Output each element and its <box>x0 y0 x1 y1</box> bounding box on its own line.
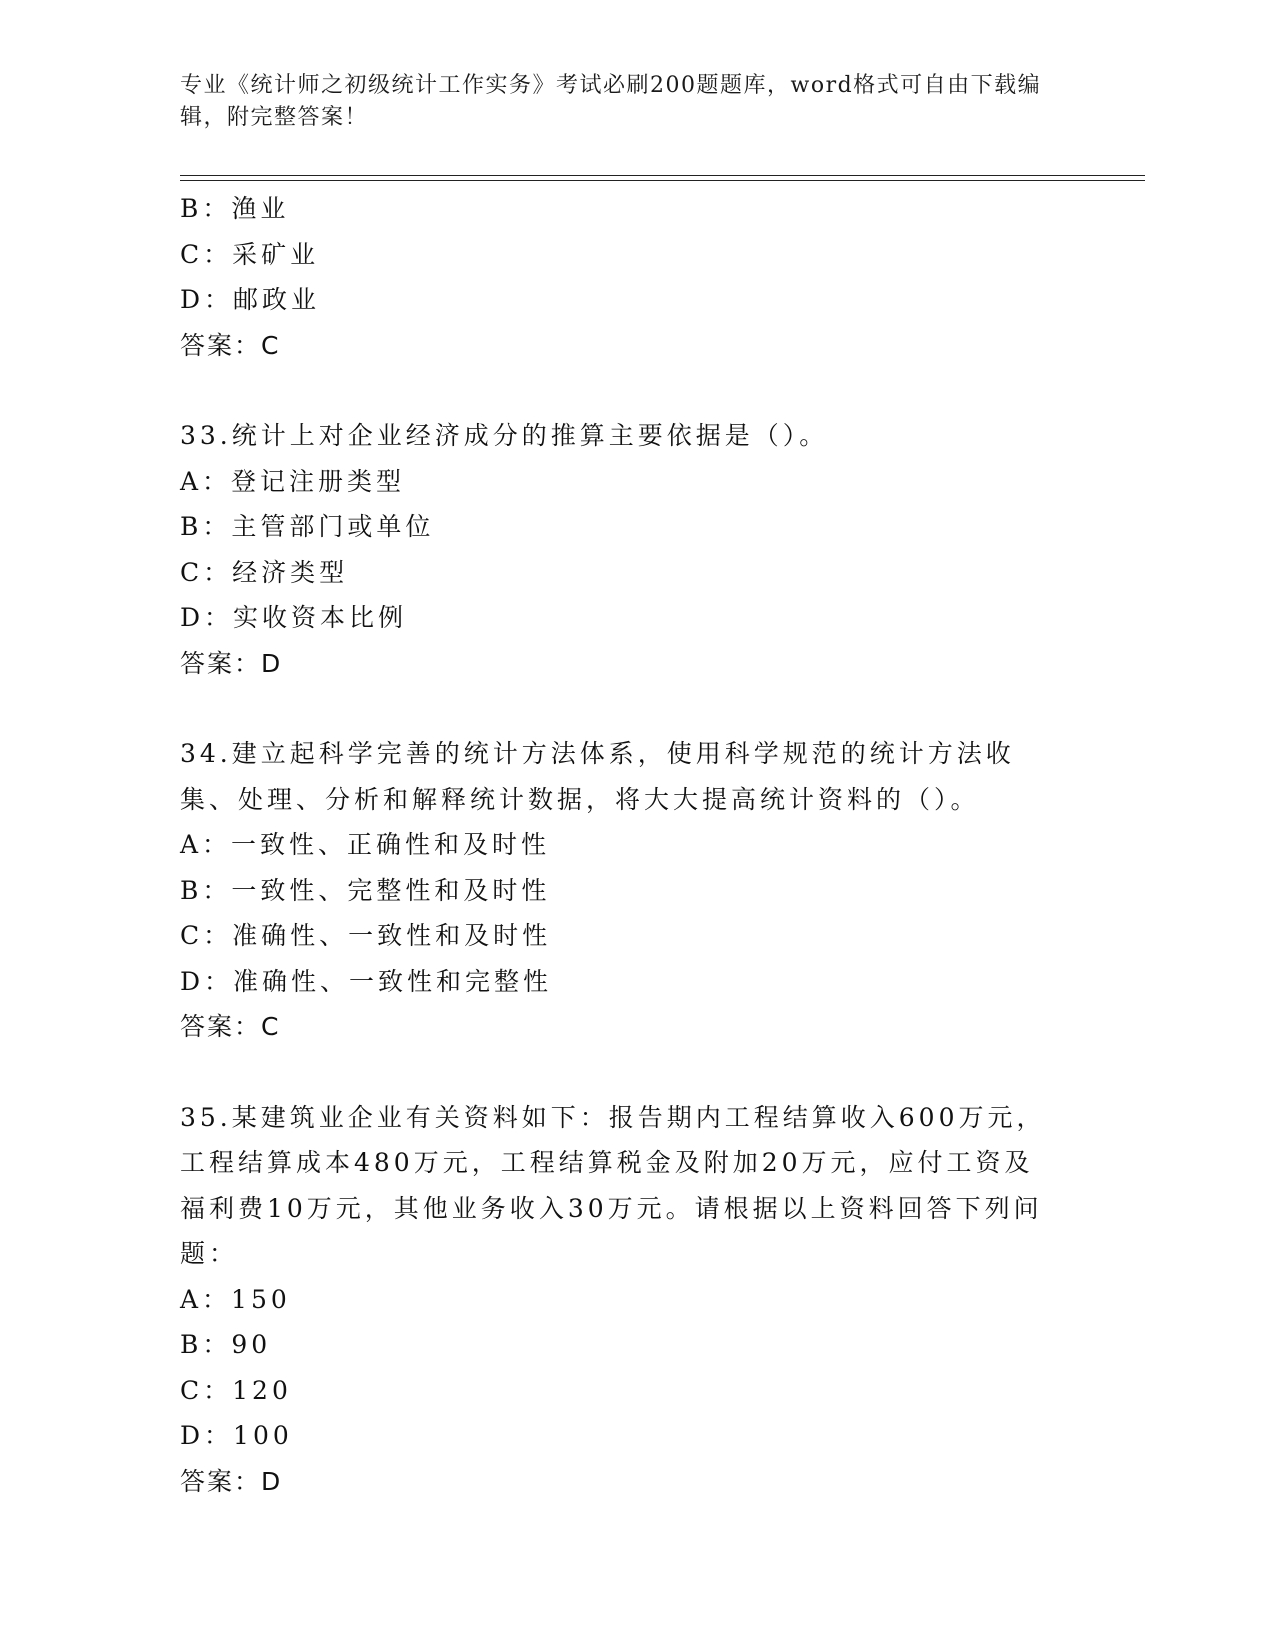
option-b: B：主管部门或单位 <box>180 512 435 541</box>
question-32-tail <box>180 186 1080 368</box>
option-a: A：登记注册类型 <box>180 466 406 496</box>
question-33 <box>180 413 1080 686</box>
answer-line: 答案：D <box>180 648 283 678</box>
question-35 <box>180 1095 1080 1505</box>
option-b: B：一致性、完整性和及时性 <box>180 875 551 905</box>
question-spacer <box>180 1050 1080 1095</box>
question-stem: 33.统计上对企业经济成分的推算主要依据是（）。 <box>180 421 829 450</box>
option-d: D：准确性、一致性和完整性 <box>180 966 553 996</box>
option-c: C：准确性、一致性和及时性 <box>180 921 552 950</box>
option-a: A：150 <box>180 1284 291 1314</box>
document-header: 专业《统计师之初级统计工作实务》考试必刷200题题库，word格式可自由下载编辑，附完整答案！ <box>180 73 1042 130</box>
option-c: C：120 <box>180 1375 292 1405</box>
option-d: D：实收资本比例 <box>180 603 408 632</box>
header-rule-top <box>180 175 1145 176</box>
question-spacer <box>180 368 1080 413</box>
option-b: B：渔业 <box>180 194 290 223</box>
header-rule-bottom <box>180 180 1145 181</box>
option-d: D：邮政业 <box>180 285 321 314</box>
answer-line: 答案：C <box>180 1012 281 1041</box>
question-34 <box>180 731 1080 1050</box>
option-c: C：经济类型 <box>180 557 349 587</box>
option-a: A：一致性、正确性和及时性 <box>180 830 551 859</box>
question-list <box>180 186 1080 1504</box>
answer-line: 答案：C <box>180 330 281 360</box>
option-c: C：采矿业 <box>180 239 320 269</box>
question-stem: 34.建立起科学完善的统计方法体系，使用科学规范的统计方法收集、处理、分析和解释统计数据，将大大提高统计资料的（）。 <box>180 739 1015 814</box>
answer-line: 答案：D <box>180 1466 283 1496</box>
option-b: B：90 <box>180 1330 272 1359</box>
option-d: D：100 <box>180 1421 293 1450</box>
question-stem: 35.某建筑业企业有关资料如下：报告期内工程结算收入600万元，工程结算成本480万元，工程结算税金及附加20万元，应付工资及福利费10万元，其他业务收入30万元。请根据以上资料回答下列问题： <box>180 1102 1046 1268</box>
question-spacer <box>180 686 1080 731</box>
